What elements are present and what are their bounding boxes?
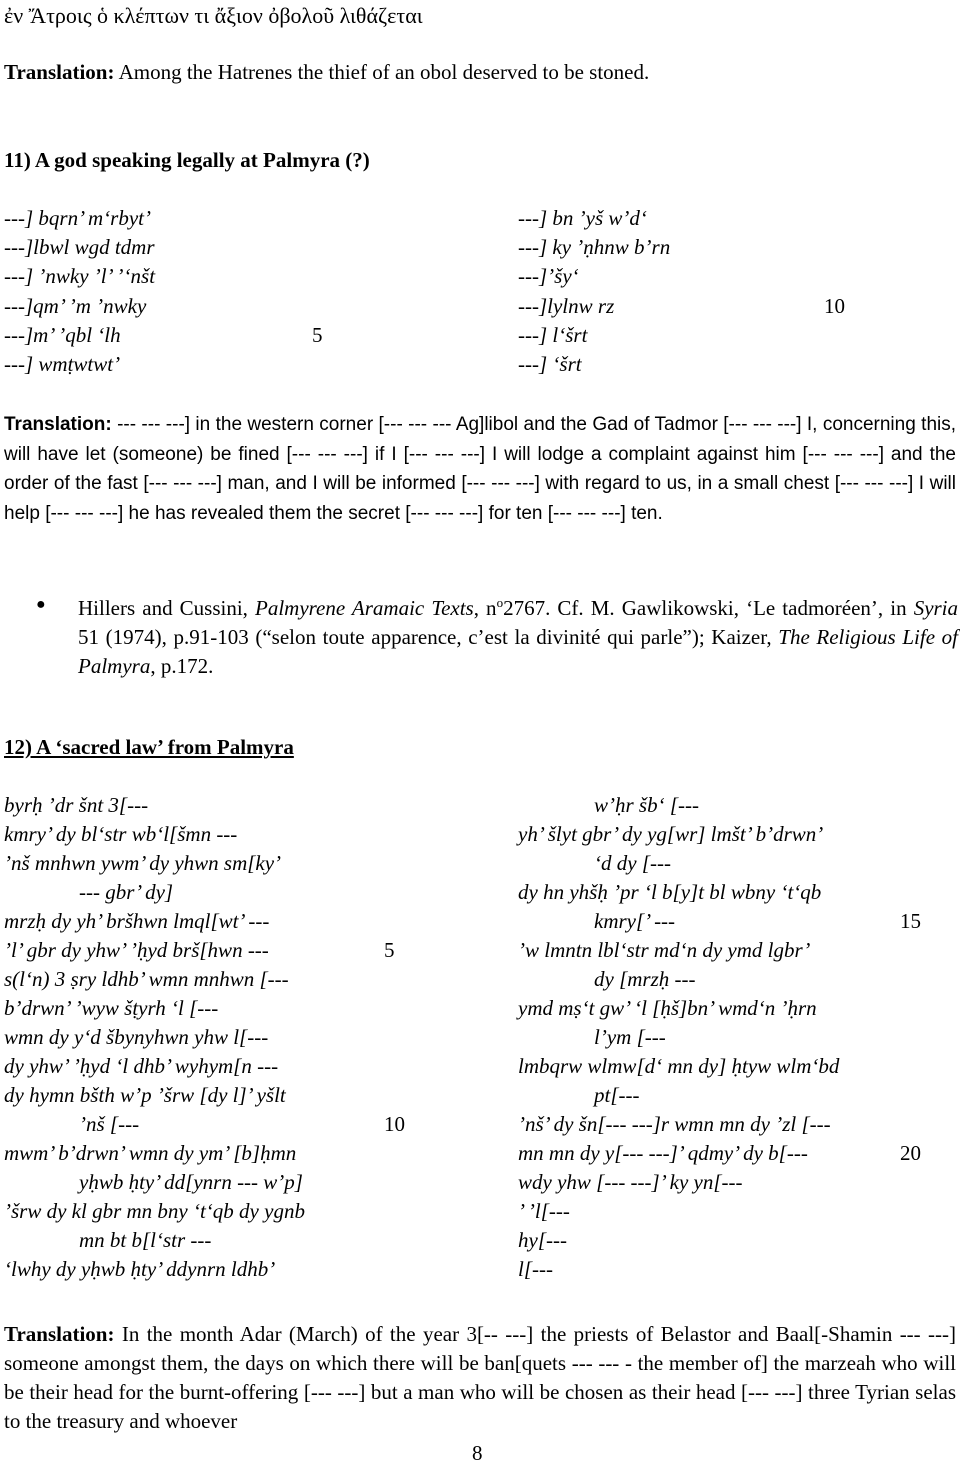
- s12-right-line: hy[---: [518, 1228, 567, 1252]
- s12-left-line: wmn dy y‘d šbynyhwn yhw l[---: [4, 1025, 269, 1049]
- s11-right-line: ---] l‘šrt: [518, 323, 588, 347]
- s11-right-line: ---]lylnw rz: [518, 294, 615, 318]
- s12-right-line: l’ym [---: [594, 1025, 666, 1049]
- section-12-title: 12) A ‘sacred law’ from Palmyra: [4, 735, 294, 759]
- s12-left-line: mrzḥ dy yh’ bršhwn lmql[wt’ ---: [4, 909, 270, 933]
- translation-label: Translation:: [4, 1322, 115, 1346]
- translation-3-text: In the month Adar (March) of the year 3[-- ---] the priests of Belastor and Baal[-Shamin --- ---] someone amongst them, the days on which there will be ban[quets --- --- - the member of] the marzeah who will be their head for the burnt-offering [--- ---] but a man who will be chosen as their head [--- ---] three Tyrian selas to the treasury and whoever: [4, 1322, 957, 1433]
- s12-left-line: dy hymn bšth w’p ’šrw [dy l]’ yšlt: [4, 1083, 286, 1107]
- s12-line-number: 10: [384, 1112, 405, 1136]
- greek-quote: ἐν Ἄτροις ὁ κλέπτων τι ἄξιον ὀβολοῦ λιθάζεται: [4, 3, 423, 28]
- s12-left-line: ’šrw dy kl gbr mn bny ‘t‘qb dy ygnb: [4, 1199, 305, 1223]
- s12-left-line: yḥwb ḥty’ dd[ynrn --- w’p]: [79, 1170, 303, 1194]
- s12-right-line: ’ ’l[---: [518, 1199, 570, 1223]
- s12-left-line: --- gbr’ dy]: [79, 880, 174, 904]
- s11-right-line: ---]’šy‘: [518, 264, 579, 288]
- s11-right-line: ---] ‘šrt: [518, 352, 582, 376]
- translation-1: [4, 62, 649, 83]
- s12-left-line: kmry’ dy bl‘str wb‘l[šmn ---: [4, 822, 238, 846]
- translation-3: [4, 1320, 956, 1436]
- s12-right-line: kmry[’ ---: [594, 909, 676, 933]
- s12-right-line: lmbqrw wlmw[d‘ mn dy] ḥtyw wlm‘bd: [518, 1054, 840, 1078]
- s11-right-line: ---] bn ’yš w’d‘: [518, 206, 647, 230]
- s12-right-line: pt[---: [594, 1083, 640, 1107]
- s12-right-line: wdy yhw [--- ---]’ ky yn[---: [518, 1170, 743, 1194]
- s12-right-line: mn mn dy y[--- ---]’ qdmy’ dy b[---: [518, 1141, 808, 1165]
- s12-right-line: ‘d dy [---: [594, 851, 671, 875]
- s12-right-line: yh’ šlyt gbr’ dy yg[wr] lmšt’ b’drwn’: [518, 822, 824, 846]
- s11-left-line: ---]lbwl wgd tdmr: [4, 235, 155, 259]
- s12-left-line: ’nš [---: [79, 1112, 140, 1136]
- s12-line-number: 15: [900, 909, 921, 933]
- s11-left-line: ---] ’nwky ’l’ ’‘nšt: [4, 264, 156, 288]
- section-11-title: 11) A god speaking legally at Palmyra (?): [4, 148, 370, 172]
- s12-right-line: ’w lmntn lbl‘str md‘n dy ymd lgbr’: [518, 938, 811, 962]
- s12-left-line: mn bt b[l‘str ---: [79, 1228, 212, 1252]
- s11-line-number: 10: [824, 294, 845, 318]
- s12-right-line: dy hn yhšḥ ’pr ‘l b[y]t bl wbny ‘t‘qb: [518, 880, 822, 904]
- translation-label: Translation:: [4, 414, 112, 435]
- s12-left-line: b’drwn’ ’wyw šṭyrh ‘l [---: [4, 996, 219, 1020]
- s12-left-line: ’nš mnhwn ywm’ dy yhwn sm[ky’: [4, 851, 282, 875]
- s12-right-line: l[---: [518, 1257, 553, 1281]
- s12-line-number: 5: [384, 938, 395, 962]
- translation-2: [4, 410, 956, 528]
- s12-line-number: 20: [900, 1141, 921, 1165]
- s12-left-line: mwm’ b’drwn’ wmn dy ym’ [b]ḥmn: [4, 1141, 297, 1165]
- s12-left-line: ’l’ gbr dy yhw’ ’ḥyd brš[hwn ---: [4, 938, 269, 962]
- translation-2-text: --- --- ---] in the western corner [--- --- --- Ag]libol and the Gad of Tadmor [--- --- ---] I, concerning this, will have let (someone) be fined [--- --- ---] if I [--- --- ---] I will lodge a complaint against him [--- --- ---] and the order of the fast [--- --- ---] man, and I will be informed [--- --- ---] with regard to us, in a small chest [--- --- ---] I will help [--- --- ---] he has revealed them the secret [--- --- ---] for ten [--- --- ---] ten.: [4, 414, 957, 524]
- bibliography-entry: Hillers and Cussini, Palmyrene Aramaic Texts, $n^o2767$. Cf. M. Gawlikowski, ‘Le tadmoréen’, in Syria 51 (1974), p.91-103 (“selon toute apparence, c’est la divinité qui parle”); Kaizer, The Religious Life of Palmyra, p.172.: [78, 595, 959, 678]
- s12-left-line: byrḥ ’dr šnt 3[---: [4, 793, 149, 817]
- s11-left-line: ---] wmṭwtwt’: [4, 352, 121, 376]
- s12-left-line: ‘lwhy dy yḥwb ḥty’ ddynrn ldhb’: [4, 1257, 276, 1281]
- s11-right-line: ---] ky ’ṇhnw b’rn: [518, 235, 671, 259]
- s12-left-line: s(l‘n) 3 ṣry ldhb’ wmn mnhwn [---: [4, 967, 289, 991]
- translation-label: Translation:: [4, 60, 115, 84]
- bullet-icon: ●: [36, 596, 46, 613]
- s12-right-line: dy [mrzḥ ---: [594, 967, 696, 991]
- s12-right-line: w’ḥr šb‘ [---: [594, 793, 699, 817]
- translation-1-text: Among the Hatrenes the thief of an obol deserved to be stoned.: [118, 60, 650, 84]
- page-number: 8: [472, 1441, 483, 1465]
- s12-left-line: dy yhw’ ’ḥyd ‘l dhb’ wyhym[n ---: [4, 1054, 279, 1078]
- s12-right-line: ’nš’ dy šn[--- ---]r wmn mn dy ’zl [---: [518, 1112, 831, 1136]
- s11-line-number: 5: [312, 323, 323, 347]
- s11-left-line: ---]m’ ’qbl ‘lh: [4, 323, 121, 347]
- s12-right-line: ymd mṣ‘t gw’ ‘l [ḥš]bn’ wmd‘n ’ḥrn: [518, 996, 817, 1020]
- s11-left-line: ---] bqrn’ m‘rbyt’: [4, 206, 151, 230]
- s11-left-line: ---]qm’ ’m ’nwky: [4, 294, 147, 318]
